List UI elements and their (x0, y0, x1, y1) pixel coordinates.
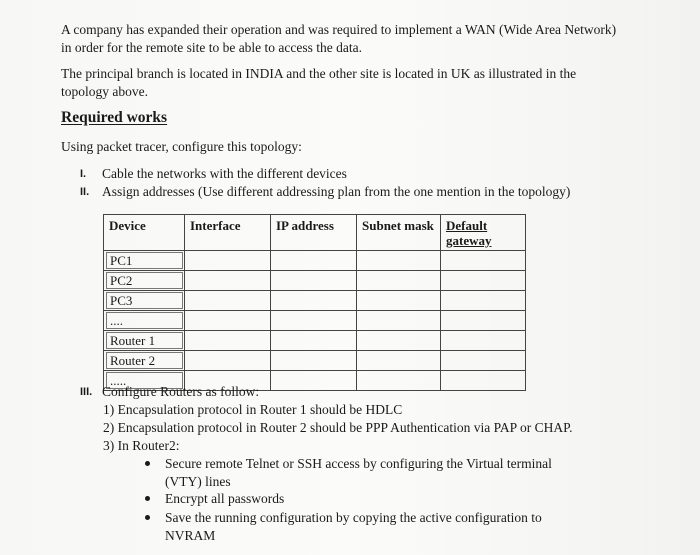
table-row (104, 311, 525, 331)
gateway-cell (441, 291, 525, 311)
gateway-cell (441, 351, 525, 371)
ip-cell (271, 271, 357, 291)
table-row (104, 271, 525, 291)
header-subnet-mask: Subnet mask (357, 215, 441, 251)
bullet-dot-icon (145, 461, 150, 466)
interface-cell (185, 351, 271, 371)
interface-cell (185, 331, 271, 351)
task-2-text: Assign addresses (Use different addressing plan from the one mention in the topology) (102, 184, 571, 199)
gateway-cell (441, 251, 525, 271)
ip-cell (271, 351, 357, 371)
device-cell: ..... (106, 372, 183, 389)
bullet-dot-icon (145, 496, 150, 501)
ip-cell (271, 291, 357, 311)
gateway-cell (441, 271, 525, 291)
task-1-text: Cable the networks with the different devices (102, 166, 347, 181)
table-row (104, 251, 525, 271)
mask-cell (357, 311, 441, 331)
router-step-1: 1) Encapsulation protocol in Router 1 should be HDLC (103, 402, 403, 417)
mask-cell (357, 271, 441, 291)
required-works-heading: Required works (61, 109, 168, 126)
device-cell: PC3 (106, 292, 183, 309)
gateway-cell (441, 371, 525, 390)
device-cell: PC2 (106, 272, 183, 289)
bullet-text: Save the running configuration by copying the active configuration to NVRAM (165, 510, 542, 543)
bullet-dot-icon (145, 515, 150, 520)
task-2-number: II. (80, 186, 90, 198)
device-cell: Router 2 (106, 352, 183, 369)
ip-cell (271, 371, 357, 390)
router-step-2: 2) Encapsulation protocol in Router 2 should be PPP Authentication via PAP or CHAP. (103, 420, 573, 435)
mask-cell (357, 251, 441, 271)
header-default-gateway-text: Default gateway (446, 218, 492, 248)
device-cell: Router 1 (106, 332, 183, 349)
task-3-number: III. (80, 386, 93, 398)
table-row (104, 331, 525, 351)
ip-cell (271, 331, 357, 351)
bullet-text: Encrypt all passwords (165, 491, 285, 506)
intro-paragraph-1: A company has expanded their operation and was required to implement a WAN (Wide Area Network) in order for the remote site to be able to access the data. (61, 22, 617, 55)
header-ip-address: IP address (271, 215, 357, 251)
interface-cell (185, 291, 271, 311)
header-default-gateway (441, 215, 525, 251)
mask-cell (357, 291, 441, 311)
bullet-text: Secure remote Telnet or SSH access by configuring the Virtual terminal (VTY) lines (165, 456, 552, 489)
mask-cell (357, 351, 441, 371)
device-cell: PC1 (106, 252, 183, 269)
gateway-cell (441, 311, 525, 331)
mask-cell (357, 331, 441, 351)
interface-cell (185, 311, 271, 331)
header-interface: Interface (185, 215, 271, 251)
task-3-text: Configure Routers as follow: (102, 384, 260, 399)
interface-cell (185, 271, 271, 291)
table-row (104, 351, 525, 371)
header-device: Device (104, 215, 185, 251)
ip-cell (271, 251, 357, 271)
ip-cell (271, 311, 357, 331)
table-header-row (104, 215, 525, 251)
table-row (104, 291, 525, 311)
gateway-cell (441, 331, 525, 351)
interface-cell (185, 251, 271, 271)
instruction-text: Using packet tracer, configure this topology: (61, 139, 302, 154)
addressing-table (103, 214, 526, 391)
mask-cell (357, 371, 441, 390)
intro-paragraph-2: The principal branch is located in INDIA and the other site is located in UK as illustrated in the topology above. (61, 66, 577, 99)
task-1-number: I. (80, 168, 87, 180)
device-cell: .... (106, 312, 183, 329)
router-step-3: 3) In Router2: (103, 438, 180, 453)
